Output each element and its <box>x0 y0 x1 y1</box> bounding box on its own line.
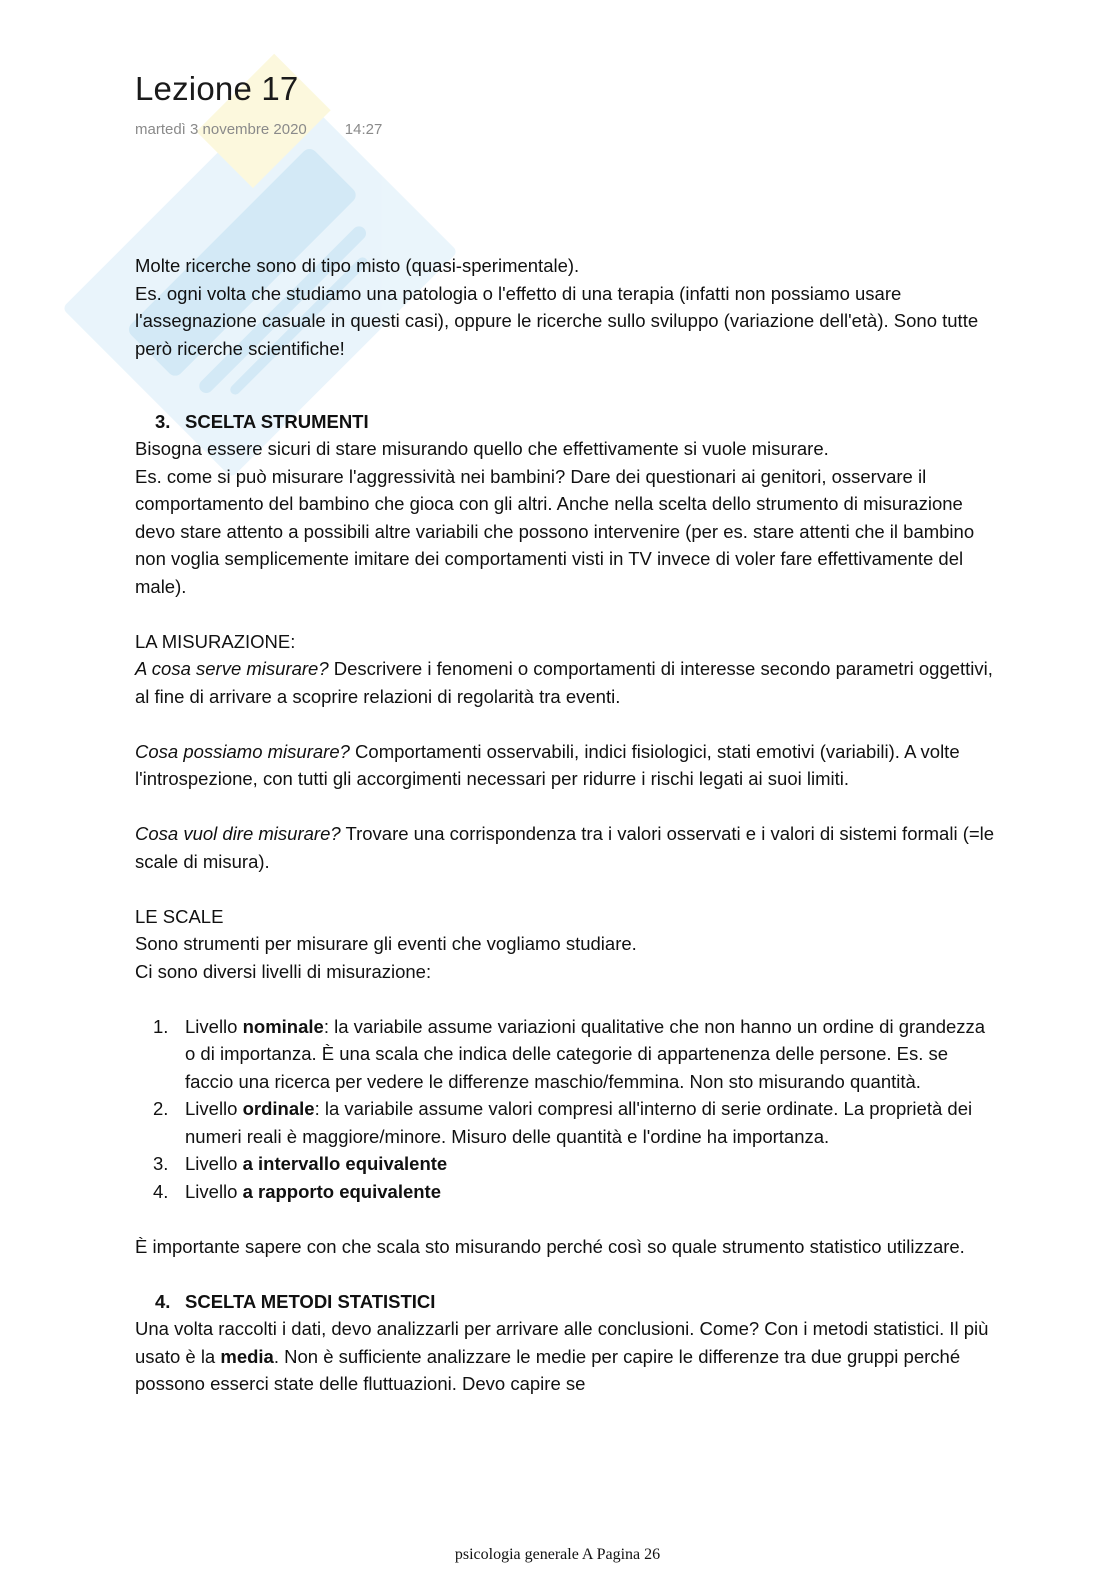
scale-paragraph-2: Ci sono diversi livelli di misurazione: <box>135 960 432 982</box>
misurazione-q1: A cosa serve misurare? Descrivere i fenomeni o comportamenti di interesse secondo parametri oggettivi, al fine di arrivare a scoprire relazioni di regolarità tra eventi. <box>135 658 993 707</box>
section-4-paragraph: Una volta raccolti i dati, devo analizzarli per arrivare alle conclusioni. Come? Con i metodi statistici. Il più usato è la media. Non è sufficiente analizzare le medie per capire le differenze tra due gruppi perché possono esserci state delle fluttuazioni. Devo capire se <box>135 1318 989 1394</box>
page-title: Lezione 17 <box>135 70 299 107</box>
section-3-heading: 3. SCELTA STRUMENTI <box>155 410 369 432</box>
page-time: 14:27 <box>344 121 383 138</box>
intro-line-2: Es. ogni volta che studiamo una patologia o l'effetto di una terapia (infatti non possiamo usare l'assegnazione casuale in questi casi), oppure le ricerche sullo sviluppo (variazione dell'età). Sono tutte però ricerche scientifiche! <box>135 282 979 359</box>
misurazione-q2: Cosa possiamo misurare? Comportamenti osservabili, indici fisiologici, stati emotivi (variabili). A volte l'introspezione, con tutti gli accorgimenti necessari per ridurre i rischi legati ai suoi limiti. <box>135 740 960 789</box>
misurazione-q3: Cosa vuol dire misurare? Trovare una corrispondenza tra i valori osservati e i valori di sistemi formali (=le scale di misura). <box>135 823 995 872</box>
intro-line-1: Molte ricerche sono di tipo misto (quasi-sperimentale). <box>135 255 580 276</box>
list-item: 2. Livello ordinale: la variabile assume valori compresi all'interno di serie ordinate. La proprietà dei numeri reali è maggiore/minore. Misuro delle quantità e l'ordine ha importanza. <box>153 1098 973 1147</box>
scale-paragraph-1: Sono strumenti per misurare gli eventi che vogliamo studiare. <box>135 933 637 954</box>
scale-levels-list <box>135 1013 995 1206</box>
page-meta <box>135 121 382 138</box>
list-item: 4. Livello a rapporto equivalente <box>153 1180 441 1202</box>
list-item: 1. Livello nominale: la variabile assume variazioni qualitative che non hanno un ordine di grandezza o di importanza. È una scala che indica delle categorie di appartenenza delle persone. Es. se faccio una ricerca per vedere le differenze maschio/femmina. Non sto misurando quantità. <box>153 1015 986 1092</box>
section-3-paragraph-1: Bisogna essere sicuri di stare misurando quello che effettivamente si vuole misurare. <box>135 438 829 459</box>
misurazione-heading: LA MISURAZIONE: <box>135 630 296 652</box>
section-3-paragraph-2: Es. come si può misurare l'aggressività nei bambini? Dare dei questionari ai genitori, osservare il comportamento del bambino che gioca con gli altri. Anche nella scelta dello strumento di misurazione devo stare attento a possibili altre variabili che possono intervenire (per es. stare attenti che il bambino non voglia semplicemente imitare dei comportamenti visti in TV invece di voler fare effettivamente del male). <box>135 465 975 597</box>
page-footer: psicologia generale A Pagina 26 <box>454 1546 661 1563</box>
section-4-heading: 4. SCELTA METODI STATISTICI <box>155 1290 436 1312</box>
list-item: 3. Livello a intervallo equivalente <box>153 1153 448 1174</box>
scale-heading: LE SCALE <box>135 905 224 927</box>
scale-conclusion: È importante sapere con che scala sto misurando perché così so quale strumento statistico utilizzare. <box>135 1235 965 1257</box>
page-date: martedì 3 novembre 2020 <box>135 121 307 138</box>
note-body <box>135 252 995 1398</box>
